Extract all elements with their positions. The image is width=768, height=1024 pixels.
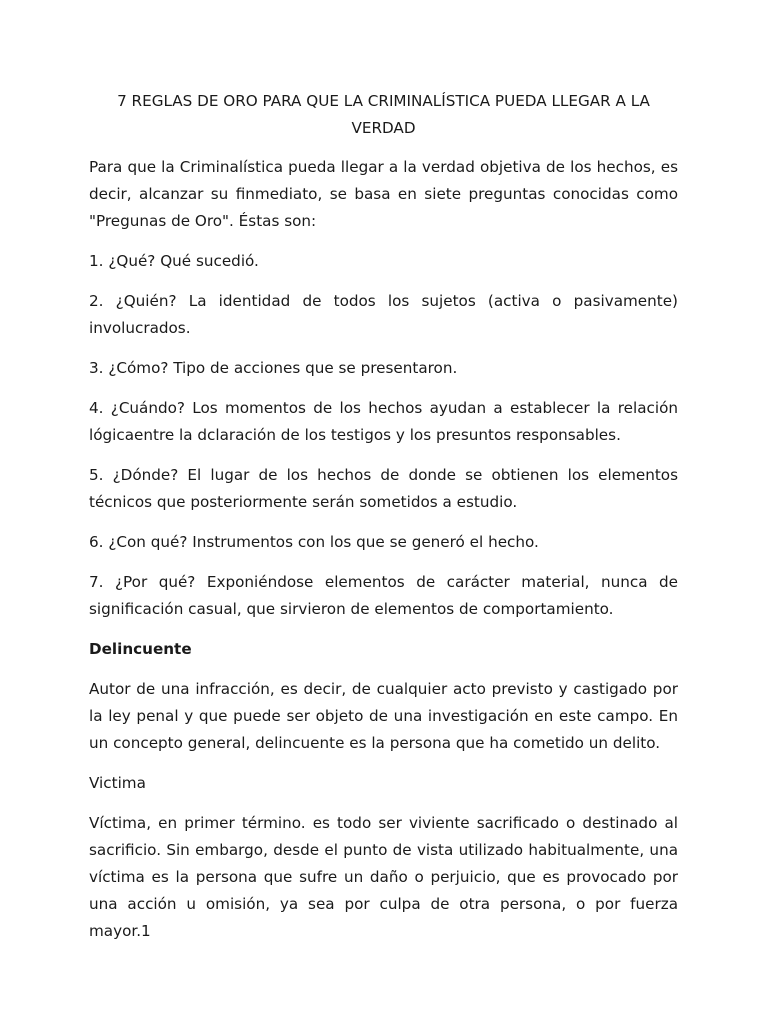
rule-item: 2. ¿Quién? La identidad de todos los sujetos (activa o pasivamente) involucrados. <box>89 292 678 337</box>
rule-item: 1. ¿Qué? Qué sucedió. <box>89 252 259 270</box>
rule-item: 5. ¿Dónde? El lugar de los hechos de donde se obtienen los elementos técnicos que posteriormente serán sometidos a estudio. <box>89 466 678 511</box>
document-title: 7 REGLAS DE ORO PARA QUE LA CRIMINALÍSTICA PUEDA LLEGAR A LA VERDAD <box>117 92 650 137</box>
victima-heading: Victima <box>89 774 146 792</box>
rule-item: 4. ¿Cuándo? Los momentos de los hechos ayudan a establecer la relación lógicaentre la dclaración de los testigos y los presuntos responsables. <box>89 399 678 444</box>
rule-item: 3. ¿Cómo? Tipo de acciones que se presentaron. <box>89 359 458 377</box>
delincuente-paragraph: Autor de una infracción, es decir, de cualquier acto previsto y castigado por la ley penal y que puede ser objeto de una investigación en este campo. En un concepto general, delincuente es la persona que ha cometido un delito. <box>89 680 678 752</box>
rule-item: 7. ¿Por qué? Exponiéndose elementos de carácter material, nunca de significación casual, que sirvieron de elementos de comportamiento. <box>89 573 678 618</box>
intro-paragraph: Para que la Criminalística pueda llegar a la verdad objetiva de los hechos, es decir, alcanzar su finmediato, se basa en siete preguntas conocidas como "Pregunas de Oro". Éstas son: <box>89 158 678 230</box>
victima-paragraph: Víctima, en primer término. es todo ser viviente sacrificado o destinado al sacrificio. Sin embargo, desde el punto de vista utilizado habitualmente, una víctima es la persona que sufre un daño o perjuicio, que es provocado por una acción u omisión, ya sea por culpa de otra persona, o por fuerza mayor.1 <box>89 814 678 940</box>
rule-item: 6. ¿Con qué? Instrumentos con los que se generó el hecho. <box>89 533 539 551</box>
delincuente-heading: Delincuente <box>89 640 192 658</box>
document-page <box>89 88 678 958</box>
